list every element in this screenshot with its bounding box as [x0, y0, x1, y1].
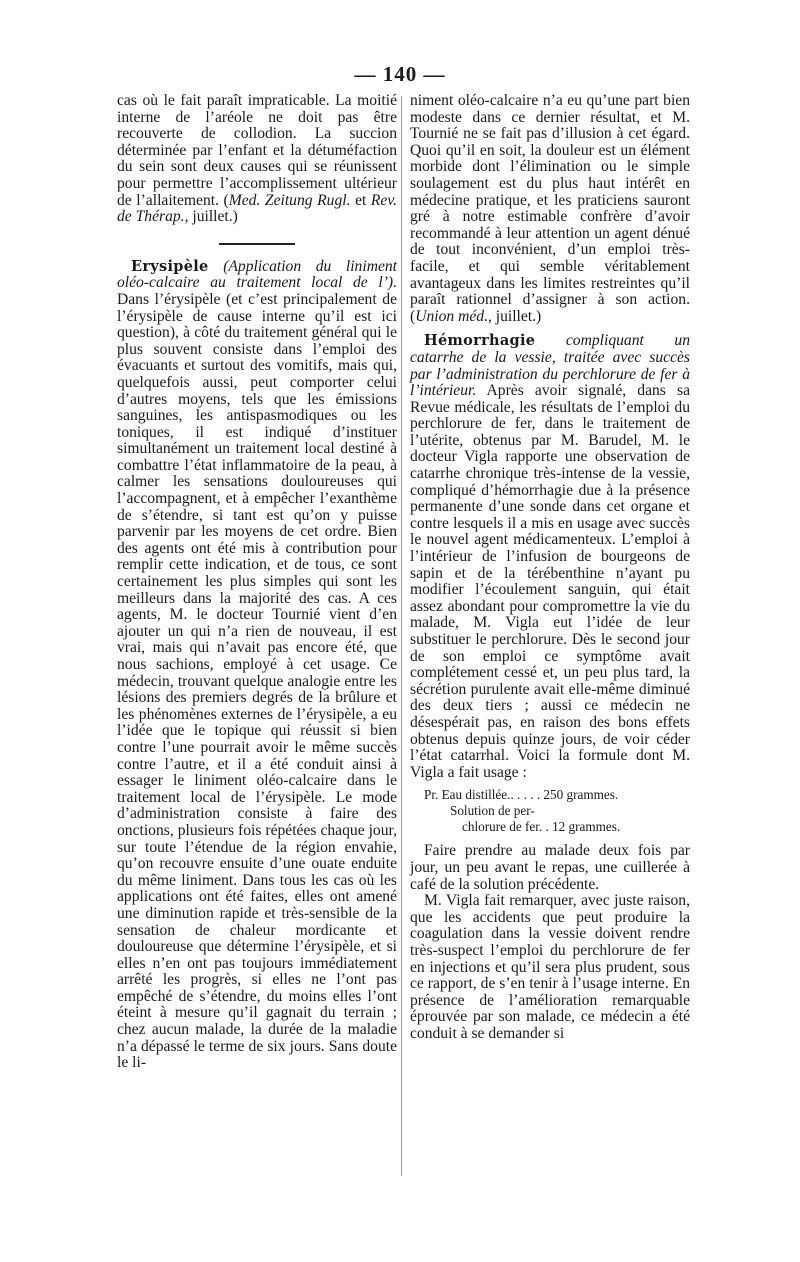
recipe-line: Pr. Eau distillée.. . . . . 250 grammes.	[424, 787, 619, 803]
continued-paragraph	[410, 93, 690, 325]
left-column	[117, 93, 397, 1072]
column-divider	[401, 96, 402, 1176]
paragraph-text: , juillet.)	[184, 208, 238, 226]
article-heading: Hémorrhagie	[424, 332, 536, 350]
paragraph: Faire prendre au malade deux fois par jour, un peu avant le repas, une cuillerée à café de la solution précédente.	[410, 842, 690, 893]
recipe-line: Solution de per-	[450, 803, 535, 819]
source-citation: Union méd.	[415, 307, 488, 325]
page-number: — 140 —	[354, 62, 446, 86]
article-body: Dans l’érysipèle (et c’est principalement de l’érysipèle de cause interne qu’il est ici question), à côté du traitement général qui le plus souvent consiste dans l’emploi des évacuants et surtout des vomitifs, mais qui, quelquefois aussi, peut comporter celui d’autres moyens, tels que les émissions sanguines, les antispasmodiques ou les toniques, il est indiqué d’instituer simultanément un traitement local destiné à combattre l’état inflammatoire de la peau, à calmer les sensations douloureuses qui l’accompagnent, et à empêcher l’exanthème de s’étendre, si tant est qu’on y puisse parvenir par les moyens de cet ordre. Bien des agents ont été mis à contribution pour remplir cette indication, et de tous, ce sont certainement les plus simples qui sont les meilleurs dans la majorité des cas. A ces agents, M. le docteur Tournié vient d’en ajouter un qui n’a rien de nouveau, il est vrai, mais qui n’avait pas encore été, que nous sachions, employé à cet usage. Ce médecin, trouvant quelque analogie entre les lésions des premiers degrés de la brûlure et les phénomènes externes de l’érysipèle, a eu l’idée que le topique qui réussit si bien contre l’une pourrait avoir le même succès contre l’autre, et il a été conduit ainsi à essager le liniment oléo-calcaire dans le traitement local de l’érysipèle. Le mode d’administration consiste à faire des onctions, plusieurs fois répétées chaque jour, sur toute l’étendue de la région envahie, qu’on recouvre ensuite d’une ouate enduite du même liniment. Dans tous les cas où les applications ont été faites, elles ont amené une diminution rapide et très-sensible de la sensation de chaleur mordicante et douloureuse que détermine l’érysipèle, et si elles n’en ont pas toujours immédiatement arrêté les progrès, si elles ne l’ont pas empêché de s’étendre, du moins elles l’ont éteint à mesure qu’il gagnait du terrain ; chez aucun malade, la durée de la maladie n’a dépassé le terme de six jours. Sans doute le li-	[117, 290, 397, 1072]
paragraph-text: cas où le fait paraît impraticable. La moitié interne de l’aréole ne doit pas être recouverte de collodion. La succion déterminée par l’enfant et la détuméfaction du sein sont deux causes qui se réunissent pour permettre l’accomplissement ultérieur de l’allaitement. (	[117, 92, 397, 209]
section-rule	[219, 243, 295, 245]
paragraph: M. Vigla fait remarquer, avec juste raison, que les accidents que peut produire la coagulation dans la vessie doivent rendre très-suspect l’emploi du perchlorure de fer en injections et qu’il sera plus prudent, sous ce rapport, de s’en tenir à l’usage interne. En présence de l’amélioration remarquable éprouvée par son malade, ce médecin a été conduit à se demander si	[410, 892, 690, 1042]
article-erysipele	[117, 259, 397, 1072]
article-subtitle: (Application du liniment oléo-calcaire au traitement local de l’).	[117, 257, 398, 292]
article-hemorrhagie	[410, 333, 690, 781]
paragraph-text: niment oléo-calcaire n’a eu qu’une part bien modeste dans ce dernier résultat, et M. Tournié ne se fait pas d’illusion à cet égard. Quoi qu’il en soit, la douleur est un élément morbide dont l’élimination ou le simple soulagement est du plus haut intérêt en médecine pratique, et les praticiens sauront gré à notre estimable confrère d’avoir recommandé à leur attention un agent dénué de tout inconvénient, d’un emploi très-facile, et qui semble véritablement avantageux dans les limites restreintes qu’il paraît rationnel d’assigner à son action. (	[410, 92, 690, 325]
source-citation: Med. Zeitung Rugl.	[228, 191, 351, 209]
paragraph-text: et	[350, 191, 371, 209]
source-citation: Rev. de Thérap.	[117, 191, 397, 226]
recipe-line: chlorure de fer. . 12 grammes.	[462, 819, 621, 835]
article-subtitle: compliquant un catarrhe de la vessie, traitée avec succès par l’administration du perchlorure de fer à l’intérieur.	[410, 332, 690, 400]
right-column	[410, 93, 690, 1042]
recipe-block	[410, 787, 690, 835]
paragraph-text: , juillet.)	[487, 307, 542, 325]
article-ending-paragraph	[117, 93, 397, 226]
article-heading: Erysipèle	[131, 257, 209, 275]
article-body: Après avoir signalé, dans sa Revue médicale, les résultats de l’emploi du perchlorure de fer, dans le traitement de l’utérite, obtenus par M. Barudel, M. le docteur Vigla rapporte une observation de catarrhe chronique très-intense de la vessie, compliqué d’hémorrhagie due à la présence permanente d’une sonde dans cet organe et contre lesquels il a mis en usage avec succès le nouvel agent médicamenteux. L’emploi à l’intérieur de l’infusion de bourgeons de sapin et de la térébenthine n’ayant pu modifier l’écoulement sanguin, qui était assez abondant pour compromettre la vie du malade, M. Vigla eut l’idée de leur substituer le perchlorure. Dès le second jour de son emploi ce symptôme avait complétement cessé et, un peu plus tard, la sécrétion purulente avait elle-même diminué des deux tiers ; aussi ce médecin ne désespérait pas, en raison des bons effets obtenus depuis quinze jours, de voir céder l’état catarrhal. Voici la formule dont M. Vigla a fait usage :	[410, 382, 690, 781]
